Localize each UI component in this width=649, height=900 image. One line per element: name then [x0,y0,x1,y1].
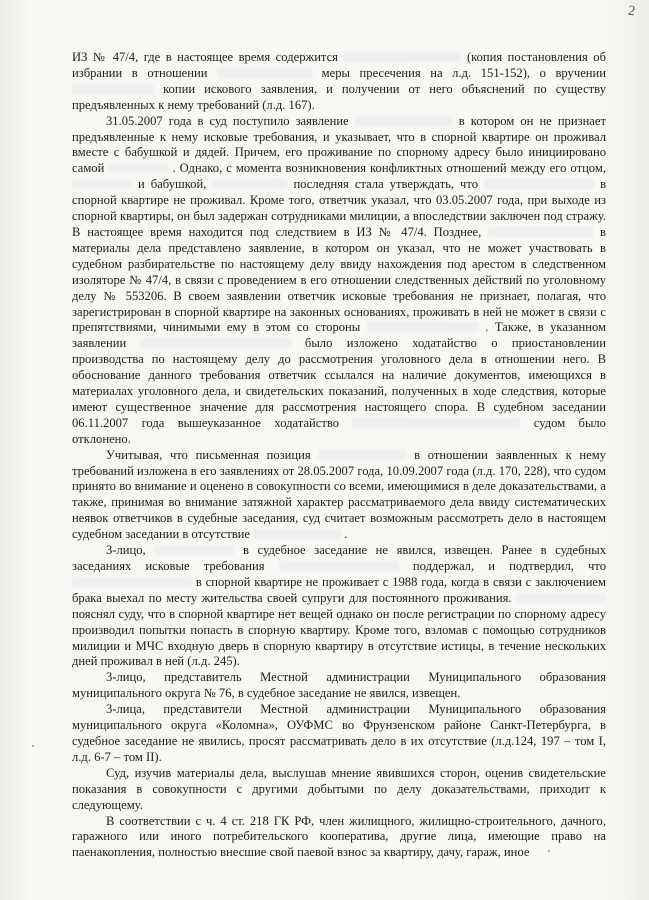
redaction [253,529,341,539]
redaction [72,179,132,189]
redaction [352,418,520,428]
scan-speck [32,745,34,747]
redaction [318,450,406,460]
redaction [516,593,606,603]
redaction [212,179,287,189]
redaction [367,322,479,332]
paragraph-7: Суд, изучив материалы дела, выслушав мнение явившихся сторон, оценив свидетельские показания в совокупности с другими добытыми по делу доказательствами, приходит к следующему. [72,765,606,812]
redaction [108,163,168,173]
scan-speck [548,850,550,852]
redaction [72,84,154,94]
redaction [488,227,593,237]
paragraph-8: В соответствии с ч. 4 ст. 218 ГК РФ, член жилищного, жилищно-строительного, дачного, гаражного или иного потребительского кооператива, другие лица, имеющие право на паенакопления, полностью внесшие свой паевой взнос за квартиру, дачу, гараж, иное [72,813,606,860]
paragraph-2: 31.05.2007 года в суд поступило заявление в котором он не признает предъявленные к нему исковые требования, и указывает, что в спорной квартире он проживал вместе с бабушкой и дядей. Причем, его проживание по спорному адресу было инициировано самой . Однако, с момента возникновения конфликтных отношений между его отцом, и бабушкой, последняя стала утверждать, что в спорной квартире не проживал. Кроме того, ответчик указал, что 03.05.2007 года, при выходе из спорной квартиры, он был задержан сотрудниками милиции, а впоследствии заключен под стражу. В настоящее время находится под следствием в ИЗ № 47/4. Позднее, в материалы дела представлено заявление, в котором он указал, что не может участвовать в судебном разбирательстве по настоящему делу ввиду нахождения под арестом в следственном изоляторе № 47/4, в связи с проведением в его отношении следственных действий по уголовному делу № 553206. В своем заявлении ответчик исковые требования не признает, полагая, что зарегистрирован в спорной квартире на законных основаниях, проживать в ней не может в связи с препятствиями, чинимыми ему в этом со стороны . Также, в указанном заявлении было изложено ходатайство о приостановлении производства по настоящему делу до рассмотрения уголовного дела в отношении него. В обоснование данного требования ответчик ссылался на наличие документов, имеющихся в материалах уголовного дела, и свидетельских показаний, полученных в ходе следствия, которые имеют существенное значение для рассмотрения настоящего спора. В судебном заседании 06.11.2007 года вышеуказанное ходатайство судом было отклонено. [72,113,607,446]
paragraph-1: ИЗ № 47/4, где в настоящее время содержится (копия постановления об избрании в отношении меры пресечения на л.д. 151-152), о вручении копии искового заявления, и получении от него объяснений по существу предъявленных к нему требований (л.д. 167). [72,50,606,112]
corner-handwritten-mark: 2 [627,3,637,20]
document-body [72,50,606,861]
redaction [154,545,234,555]
paragraph-4: 3-лицо, в судебное заседание не явился, извещен. Ранее в судебных заседаниях исковые требования поддержал, и подтвердил, что в спорной квартире не проживает с 1988 года, когда в связи с заключением брака выехал по месту жительства своей супруги для постоянного проживания. пояснял суду, что в спорной квартире нет вещей однако он после регистрации по спорному адресу производил попытки попасть в спорную квартиру. Кроме того, взломав с помощью сотрудников милиции и МЧС входную дверь в спорную квартиру в отсутствие истицы, в течение нескольких дней проживал в ней (л.д. 245). [72,543,607,669]
paragraph-3: Учитывая, что письменная позиция в отношении заявленных к нему требований изложена в его заявлениях от 28.05.2007 года, 10.09.2007 года (л.д. 170, 228), что судом принято во внимание и оценено в совокупности со всеми, имеющимися в деле доказательствами, а также, принимая во внимание затяжной характер рассматриваемого дела ввиду систематических неявок ответчиков в судебные заседания, суд считает возможным рассмотреть дело в настоящем судебном заседании в отсутствие . [72,447,606,542]
redaction [355,116,453,126]
redaction [141,338,291,348]
redaction [72,577,192,587]
paragraph-6: 3-лица, представители Местной администрации Муниципального образования муниципального округа «Коломна», ОУФМС во Фрунзенском районе Санкт-Петербурга, в судебное заседание не явились, просят рассматривать дело в их отсутствие (л.д.124, 197 – том I, л.д. 6-7 – том II). [72,702,606,764]
paragraph-5: 3-лицо, представитель Местной администрации Муниципального образования муниципального округа № 76, в судебное заседание не явился, извещен. [72,670,606,701]
redaction [343,52,461,62]
redaction [484,179,594,189]
redaction [217,68,312,78]
redaction [279,561,399,571]
